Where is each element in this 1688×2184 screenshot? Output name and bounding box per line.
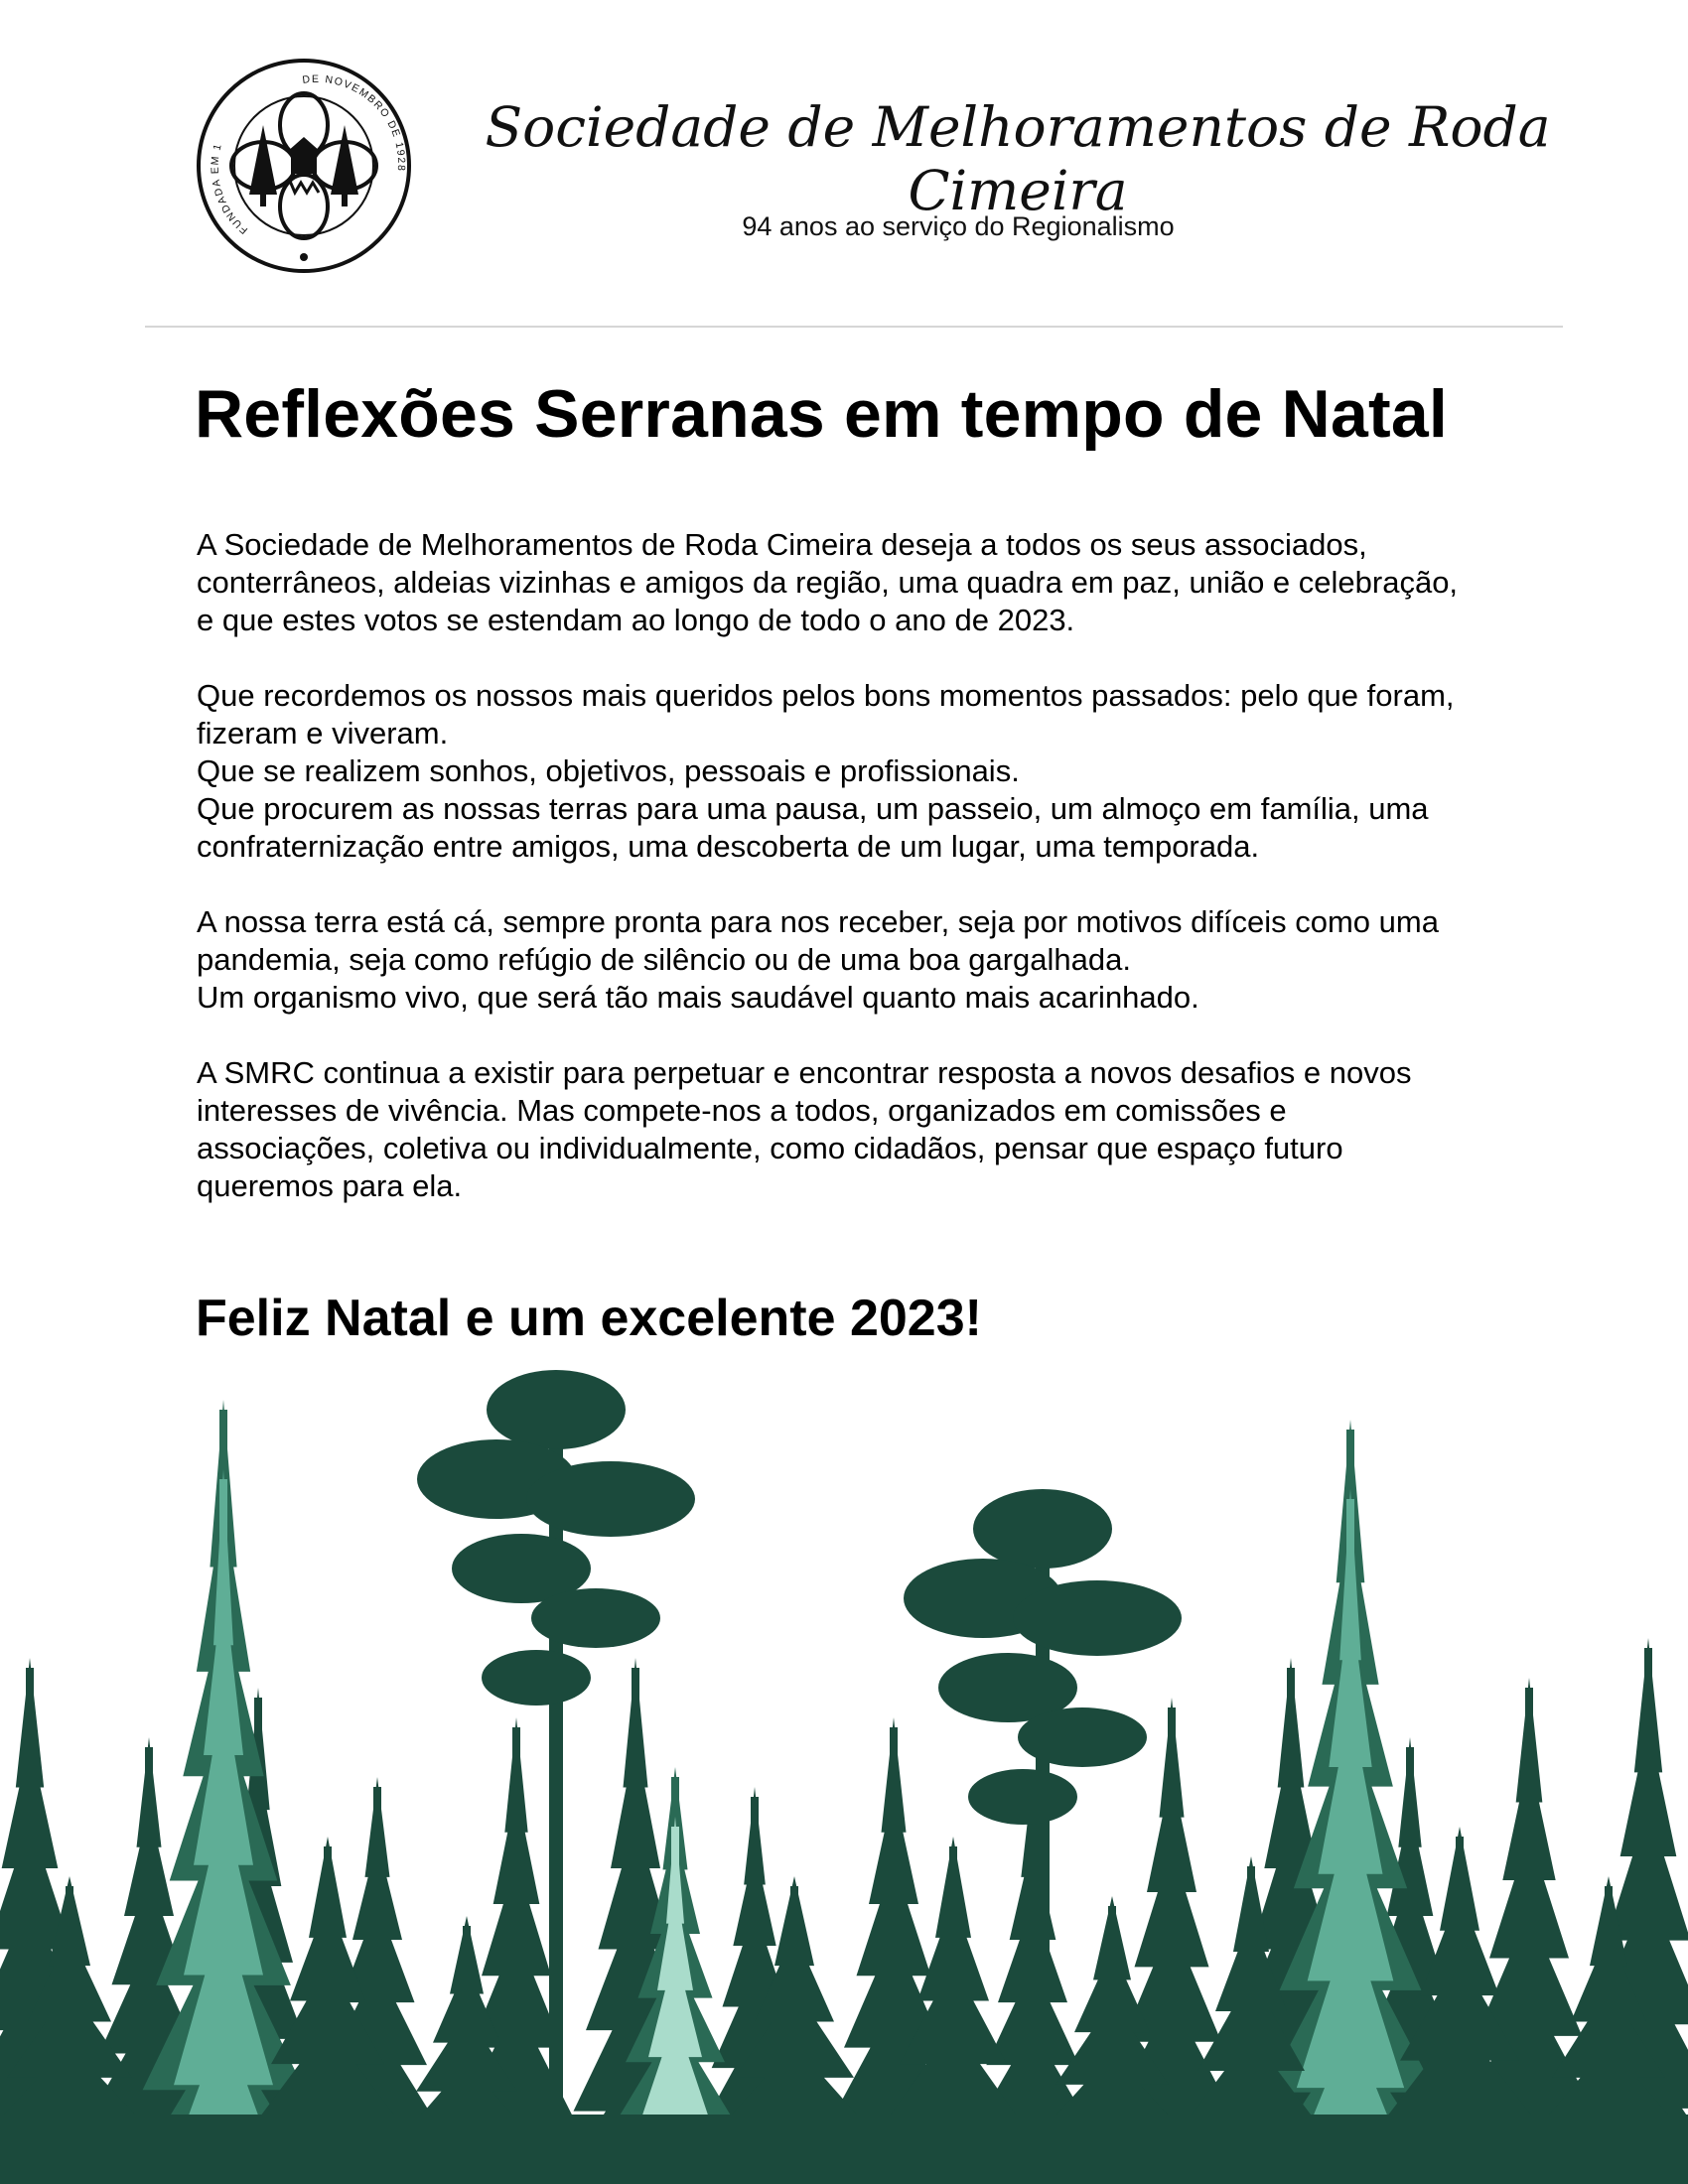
tall-pine-trunk [549, 1420, 563, 2184]
tagline: 94 anos ao serviço do Regionalismo [742, 211, 1175, 241]
seal-ring-text-right: DE NOVEMBRO DE 1928 [301, 72, 408, 173]
paragraph [197, 1054, 1587, 1205]
pine-canopy [973, 1489, 1112, 1569]
pine-trunk [1168, 1707, 1176, 2184]
logo-seal [194, 56, 414, 276]
closing-greeting: Feliz Natal e um excelente 2023! [196, 1290, 982, 1347]
article-body [197, 526, 1587, 1243]
paragraph-line: Que recordemos os nossos mais queridos pelos bons momentos passados: pelo que foram, [197, 678, 1455, 713]
pine-canopy [1013, 1580, 1182, 1656]
pine-canopy [526, 1461, 695, 1537]
smrc-seal-icon [194, 56, 414, 276]
pine-canopy [531, 1588, 660, 1648]
paragraph-line: queremos para ela. [197, 1168, 463, 1203]
paragraph-line: Um organismo vivo, que será tão mais saudável quanto mais acarinhado. [197, 980, 1199, 1015]
organization-name: Sociedade de Melhoramentos de Roda Cimeira [485, 95, 1551, 222]
pine-trunk [1346, 1499, 1354, 2184]
seal-ring-text-left: FUNDADA EM 1 [209, 141, 250, 236]
forest-ground [0, 2115, 1688, 2184]
paragraph-line: A nossa terra está cá, sempre pronta para nos receber, seja por motivos difíceis como uma [197, 904, 1439, 939]
paragraph [197, 526, 1587, 639]
svg-text:DE NOVEMBRO DE 1928 [302, 73, 407, 173]
pine-canopy [487, 1370, 626, 1449]
paragraph-line: A Sociedade de Melhoramentos de Roda Cimeira deseja a todos os seus associados, [197, 527, 1367, 562]
paragraph-line: associações, coletiva ou individualmente, como cidadãos, pensar que espaço futuro [197, 1131, 1343, 1165]
pine-trunk [219, 1479, 227, 2184]
pine-canopy [968, 1769, 1077, 1825]
paragraph-line: pandemia, seja como refúgio de silêncio ou de uma boa gargalhada. [197, 942, 1131, 977]
pine-canopy [482, 1650, 591, 1706]
paragraph-line: A SMRC continua a existir para perpetuar e encontrar resposta a novos desafios e novos [197, 1055, 1412, 1090]
pine-canopy [1018, 1707, 1147, 1767]
paragraph-line: confraternização entre amigos, uma descoberta de um lugar, uma temporada. [197, 829, 1260, 864]
pine-forest-icon [0, 1360, 1688, 2184]
paragraph-line: e que estes votos se estendam ao longo de todo o ano de 2023. [197, 603, 1075, 637]
paragraph [197, 677, 1587, 866]
header-divider [145, 326, 1563, 328]
paragraph-line: conterrâneos, aldeias vizinhas e amigos da região, uma quadra em paz, união e celebração, [197, 565, 1459, 600]
paragraph-line: Que se realizem sonhos, objetivos, pessoais e profissionais. [197, 753, 1020, 788]
article-title: Reflexões Serranas em tempo de Natal [195, 376, 1448, 452]
paragraph-line: Que procurem as nossas terras para uma pausa, um passeio, um almoço em família, uma [197, 791, 1429, 826]
paragraph [197, 903, 1587, 1017]
paragraph-line: fizeram e viveram. [197, 716, 449, 751]
paragraph-line: interesses de vivência. Mas compete-nos a todos, organizados em comissões e [197, 1093, 1287, 1128]
